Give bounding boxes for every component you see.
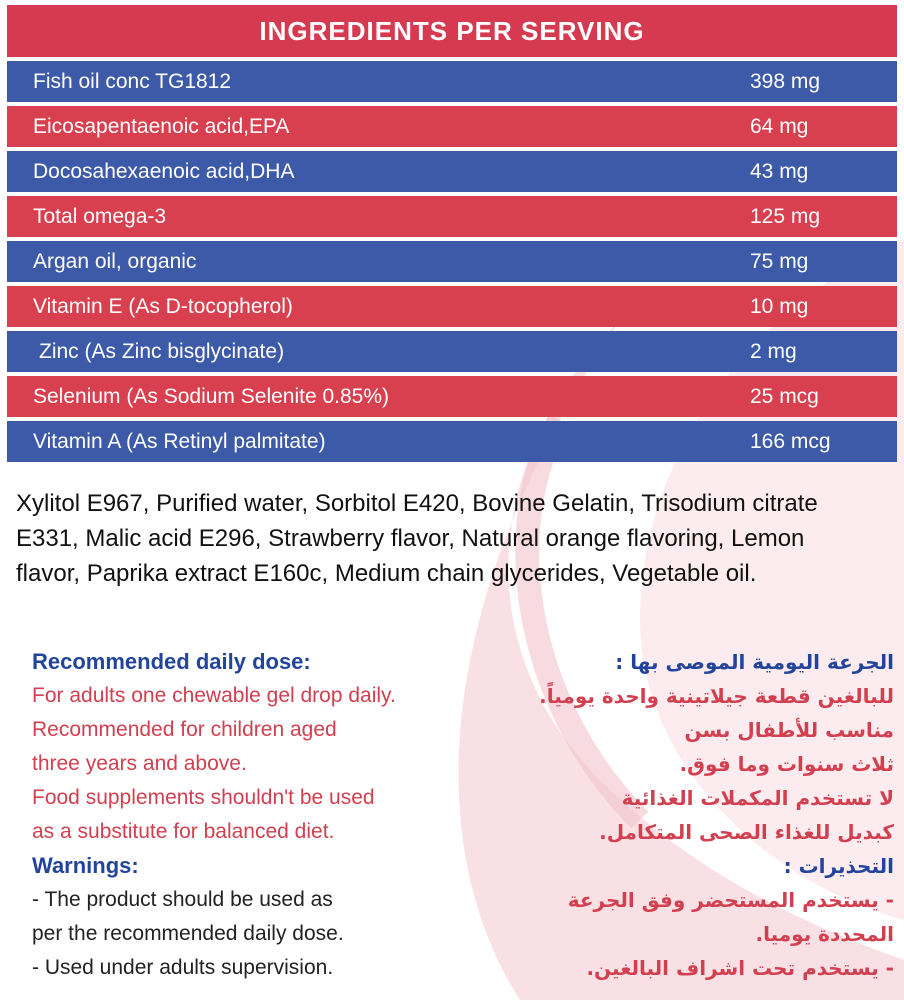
other-ingredients-line: flavor, Paprika extract E160c, Medium chain glycerides, Vegetable oil. <box>16 560 757 587</box>
ingredient-row <box>7 196 897 237</box>
ingredients-table <box>7 61 897 466</box>
ingredient-amount: 166 mcg <box>750 429 831 453</box>
ingredient-name: Eicosapentaenoic acid,EPA <box>33 114 290 138</box>
arabic-warning-line: المحددة يوميا. <box>755 922 894 946</box>
other-ingredients <box>16 486 896 591</box>
ingredient-name: Argan oil, organic <box>33 249 197 273</box>
arabic-dose-heading: الجرعة اليومية الموصى بها : <box>615 650 894 674</box>
ingredient-amount: 125 mg <box>750 204 821 228</box>
ingredients-title: INGREDIENTS PER SERVING <box>259 15 645 46</box>
ingredient-row <box>7 61 897 102</box>
arabic-dose-line: مناسب للأطفال بسن <box>684 718 894 742</box>
ingredient-amount: 398 mg <box>750 69 821 93</box>
ingredient-amount: 10 mg <box>750 294 809 318</box>
ingredient-amount: 64 mg <box>750 114 809 138</box>
arabic-warning-line: - يستخدم المستحضر وفق الجرعة <box>567 888 894 912</box>
dose-line: as a substitute for balanced diet. <box>32 820 335 843</box>
other-ingredients-line: E331, Malic acid E296, Strawberry flavor, Natural orange flavoring, Lemon <box>16 525 805 552</box>
dose-line: Food supplements shouldn't be used <box>32 786 375 809</box>
warnings-heading: Warnings: <box>32 853 139 878</box>
ingredient-row <box>7 286 897 327</box>
ingredient-name: Total omega-3 <box>33 204 167 228</box>
warning-line: per the recommended daily dose. <box>32 922 344 945</box>
ingredient-name: Selenium (As Sodium Selenite 0.85%) <box>33 384 390 408</box>
ingredient-row <box>7 106 897 147</box>
arabic-warning-line: - يستخدم تحت اشراف البالغين. <box>586 956 894 980</box>
warning-line: - Used under adults supervision. <box>32 956 334 979</box>
ingredient-amount: 25 mcg <box>750 384 819 408</box>
ingredient-amount: 2 mg <box>750 339 797 363</box>
english-directions <box>32 645 472 985</box>
dose-line: For adults one chewable gel drop daily. <box>32 684 396 707</box>
dose-line: three years and above. <box>32 752 247 775</box>
arabic-dose-line: كبديل للغذاء الصحى المتكامل. <box>599 820 894 844</box>
other-ingredients-line: Xylitol E967, Purified water, Sorbitol E420, Bovine Gelatin, Trisodium citrate <box>16 490 818 517</box>
ingredient-name: Vitamin A (As Retinyl palmitate) <box>33 429 326 453</box>
ingredient-amount: 43 mg <box>750 159 809 183</box>
dose-line: Recommended for children aged <box>32 718 337 741</box>
warning-line: - The product should be used as <box>32 888 333 911</box>
ingredient-name: Docosahexaenoic acid,DHA <box>33 159 295 183</box>
arabic-dose-line: ثلاث سنوات وما فوق. <box>679 752 894 776</box>
ingredient-row <box>7 151 897 192</box>
ingredient-row <box>7 421 897 462</box>
ingredient-row <box>7 331 897 372</box>
ingredient-name: Fish oil conc TG1812 <box>33 69 232 93</box>
arabic-warnings-heading: التحذيرات : <box>783 854 894 878</box>
ingredients-header <box>7 5 897 57</box>
ingredient-amount: 75 mg <box>750 249 809 273</box>
ingredient-name: Zinc (As Zinc bisglycinate) <box>39 339 285 363</box>
arabic-dose-line: للبالغين قطعة جيلاتينية واحدة يومياً. <box>539 684 894 708</box>
ingredient-row <box>7 241 897 282</box>
ingredient-name: Vitamin E (As D-tocopherol) <box>33 294 293 318</box>
dose-heading: Recommended daily dose: <box>32 649 311 674</box>
arabic-directions <box>464 645 894 985</box>
ingredient-row <box>7 376 897 417</box>
arabic-dose-line: لا تستخدم المكملات الغذائية <box>621 786 894 810</box>
